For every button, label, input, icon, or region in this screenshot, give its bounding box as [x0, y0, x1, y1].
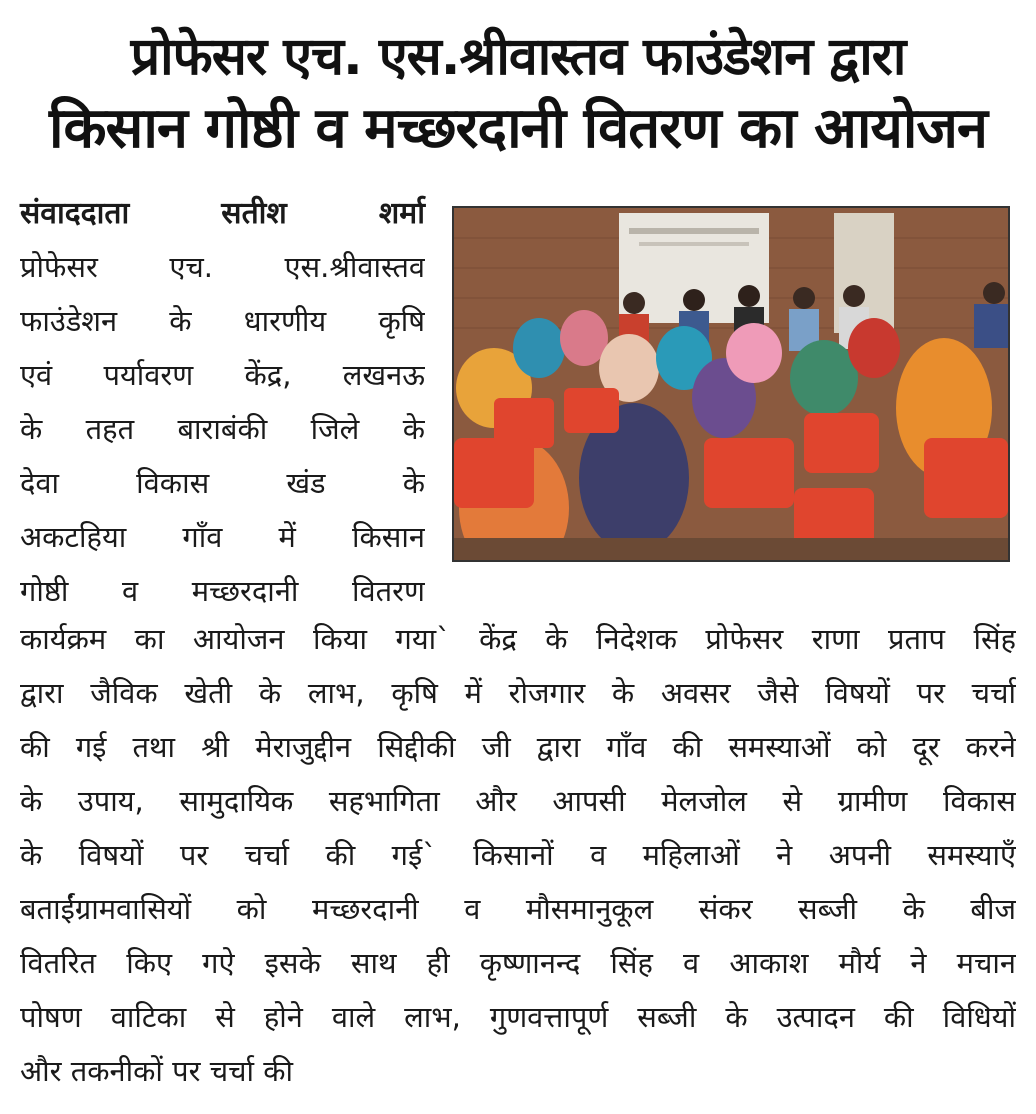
column-line: अकटहिया गाँव में किसान	[20, 520, 425, 554]
body-line: कार्यक्रम का आयोजन किया गया` केंद्र के निदेशक प्रोफेसर राणा प्रताप सिंह	[20, 622, 1016, 656]
meeting-photo	[452, 206, 1010, 562]
column-line: के तहत बाराबंकी जिले के	[20, 412, 425, 446]
headline-line-2: किसान गोष्ठी व मच्छरदानी वितरण का आयोजन	[49, 96, 987, 161]
headline-line-1: प्रोफेसर एच. एस.श्रीवास्तव फाउंडेशन द्वारा	[130, 27, 906, 87]
column-line: फाउंडेशन के धारणीय कृषि	[20, 304, 425, 338]
body-line: की गई तथा श्री मेराजुद्दीन सिद्दीकी जी द्वारा गाँव की समस्याओं को दूर करने	[20, 730, 1016, 764]
column-line: गोष्ठी व मच्छरदानी वितरण	[20, 574, 425, 608]
body-line: द्वारा जैविक खेती के लाभ, कृषि में रोजगार के अवसर जैसे विषयों पर चर्चा	[20, 676, 1016, 710]
column-line: एवं पर्यावरण केंद्र, लखनऊ	[20, 358, 425, 392]
column-line: प्रोफेसर एच. एस.श्रीवास्तव	[20, 250, 425, 284]
column-text	[20, 240, 425, 618]
body-line: और तकनीकों पर चर्चा की	[20, 1054, 294, 1088]
byline: संवाददाता सतीश शर्मा	[20, 196, 425, 231]
column-line: देवा विकास खंड के	[20, 466, 425, 500]
headline	[0, 22, 1036, 166]
body-line: पोषण वाटिका से होने वाले लाभ, गुणवत्तापूर्ण सब्जी के उत्पादन की विधियों	[20, 1000, 1016, 1034]
body-line: के उपाय, सामुदायिक सहभागिता और आपसी मेलजोल से ग्रामीण विकास	[20, 784, 1016, 818]
body-line: वितरित किए गऐ इसके साथ ही कृष्णानन्द सिंह व आकाश मौर्य ने मचान	[20, 946, 1016, 980]
body-line: के विषयों पर चर्चा की गई` किसानों व महिलाओं ने अपनी समस्याएँ	[20, 838, 1016, 872]
article-body	[20, 612, 1016, 1098]
meeting-photo-illustration	[454, 208, 1008, 560]
body-line: बताईंग्रामवासियों को मच्छरदानी व मौसमानुकूल संकर सब्जी के बीज	[20, 892, 1016, 926]
